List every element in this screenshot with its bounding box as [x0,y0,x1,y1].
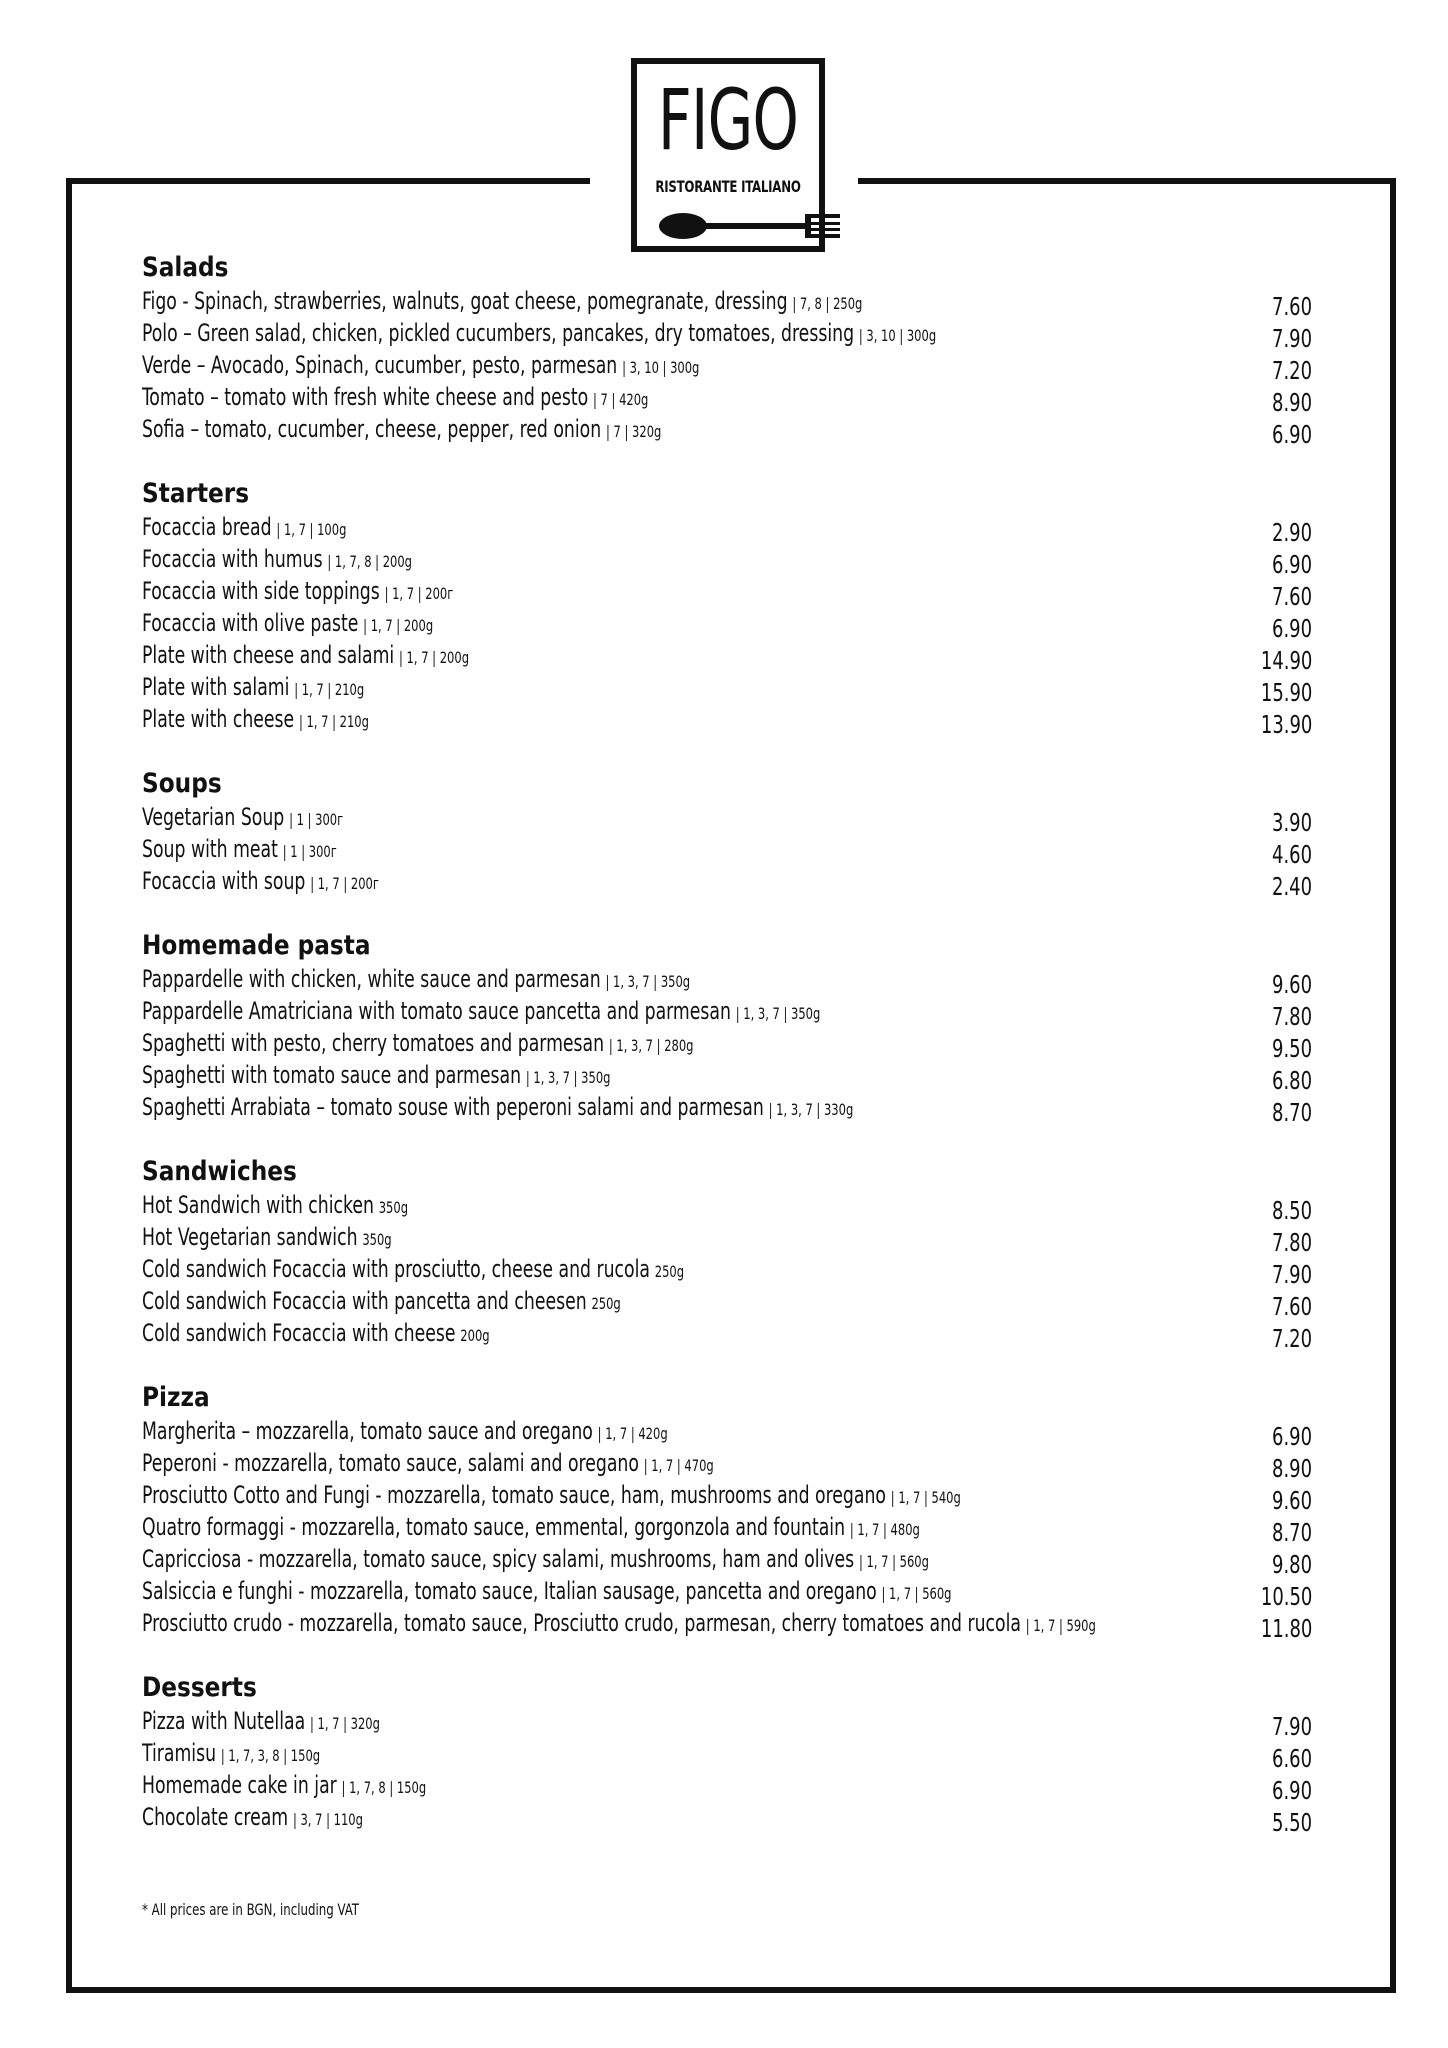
menu-item-description [142,1028,693,1061]
menu-item-name: Homemade cake in jar [142,1771,337,1799]
menu-item [142,1544,1312,1579]
menu-item-description [142,1738,320,1771]
menu-item-allergens-weight: | 1, 7, 8 | 150g [341,1778,427,1797]
menu-item-allergens-weight: | 1, 7 | 200г [384,584,454,603]
menu-item-description [142,1544,929,1577]
menu-item [142,1254,1312,1289]
menu-item-allergens-weight: | 1, 7 | 210g [298,712,369,731]
menu-item-allergens-weight: | 1, 3, 7 | 350g [735,1004,821,1023]
section-title: Soups [142,768,222,799]
menu-item-name: Capricciosa - mozzarella, tomato sauce, spicy salami, mushrooms, ham and olives [142,1545,855,1573]
menu-item-allergens-weight: | 1, 3, 7 | 350g [605,972,691,991]
menu-item-allergens-weight: 250g [591,1294,621,1313]
menu-item-allergens-weight: | 3, 10 | 300g [622,358,700,377]
menu-item-name: Focaccia with soup [142,867,306,895]
menu-item [142,544,1312,579]
menu-item [142,672,1312,707]
menu-section [142,478,1312,739]
menu-item-name: Plate with cheese [142,705,295,733]
menu-item-allergens-weight: 350g [378,1198,409,1217]
menu-item-allergens-weight: 250g [654,1262,685,1281]
menu-item-price: 6.90 [1271,550,1312,579]
menu-item-price: 11.80 [1260,1614,1312,1643]
menu-item-description [142,1254,684,1287]
menu-item-allergens-weight: | 1, 7 | 200g [399,648,470,667]
menu-item-name: Polo – Green salad, chicken, pickled cucumbers, pancakes, dry tomatoes, dressing [142,319,855,347]
menu-item-name: Cold sandwich Focaccia with pancetta and cheesen [142,1287,587,1315]
menu-item-price: 6.80 [1271,1066,1312,1095]
menu-item [142,1060,1312,1095]
menu-item-name: Focaccia with olive paste [142,609,359,637]
menu-item [142,1028,1312,1063]
menu-item-price: 2.90 [1271,518,1312,547]
menu-item-name: Pappardelle with chicken, white sauce and parmesan [142,965,601,993]
menu-item-price: 7.90 [1271,1260,1312,1289]
menu-item-allergens-weight: | 1, 7, 8 | 200g [327,552,412,571]
menu-item-allergens-weight: | 3, 10 | 300g [858,326,937,345]
menu-item-allergens-weight: | 1, 7 | 590g [1025,1616,1096,1635]
menu-item [142,1190,1312,1225]
menu-item-name: Cold sandwich Focaccia with prosciutto, cheese and rucola [142,1255,650,1283]
menu-item-price: 14.90 [1260,646,1312,675]
menu-item-description [142,1416,668,1449]
menu-item-name: Spaghetti with pesto, cherry tomatoes and parmesan [142,1029,605,1057]
menu-item-price: 8.70 [1271,1098,1312,1127]
menu-item-name: Peperoni - mozzarella, tomato sauce, salami and oregano [142,1449,639,1477]
menu-item-allergens-weight: | 7 | 420g [593,390,649,409]
section-title: Pizza [142,1382,210,1413]
menu-item-price: 7.60 [1271,292,1312,321]
menu-item-price: 6.90 [1271,1422,1312,1451]
menu-item-allergens-weight: | 1, 7 | 200g [363,616,434,635]
menu-item-price: 8.90 [1271,1454,1312,1483]
menu-item-price: 6.60 [1271,1744,1312,1773]
menu-section [142,252,1312,449]
menu-item [142,382,1312,417]
menu-item-name: Sofia – tomato, cucumber, cheese, pepper, red onion [142,415,602,443]
menu-section [142,1382,1312,1643]
menu-item-price: 7.20 [1271,356,1312,385]
logo-name: FIGO [657,71,799,169]
menu-item-price: 9.50 [1271,1034,1312,1063]
section-title: Salads [142,252,229,283]
menu-item [142,866,1312,901]
menu-item-allergens-weight: | 1, 7 | 200г [310,874,379,893]
menu-item [142,1512,1312,1547]
menu-item-description [142,672,364,705]
menu-item-description [142,964,690,997]
menu-item-description [142,1190,408,1223]
menu-item [142,1576,1312,1611]
menu-item-allergens-weight: | 1, 7 | 540g [890,1488,961,1507]
menu-item-allergens-weight: | 1, 7 | 560g [881,1584,952,1603]
menu-item-price: 6.90 [1271,420,1312,449]
menu-item-price: 7.80 [1271,1228,1312,1257]
menu-item-description [142,382,648,415]
menu-item-name: Focaccia with humus [142,545,323,573]
menu-item-description [142,1092,853,1125]
menu-item-price: 9.80 [1271,1550,1312,1579]
menu-item-description [142,1576,952,1609]
menu-item-price: 3.90 [1271,808,1312,837]
menu-item-name: Spaghetti with tomato sauce and parmesan [142,1061,522,1089]
menu-item-price: 6.90 [1271,1776,1312,1805]
menu-item-name: Chocolate cream [142,1803,289,1831]
menu-item-name: Pappardelle Amatriciana with tomato sauce pancetta and parmesan [142,997,731,1025]
menu-item-price: 7.90 [1271,324,1312,353]
menu-item [142,964,1312,999]
menu-item-price: 10.50 [1260,1582,1312,1611]
menu-item [142,1092,1312,1127]
section-title: Homemade pasta [142,930,371,961]
menu-item-name: Salsiccia e funghi - mozzarella, tomato sauce, Italian sausage, pancetta and oregano [142,1577,877,1605]
menu-item-description [142,802,343,835]
section-title: Sandwiches [142,1156,297,1187]
menu-section [142,768,1312,901]
menu-item-description [142,1448,714,1481]
menu-item-name: Verde – Avocado, Spinach, cucumber, pesto, parmesan [142,351,618,379]
menu-item-description [142,996,820,1029]
menu-item-name: Margherita – mozzarella, tomato sauce and oregano [142,1417,593,1445]
menu-item-description [142,544,412,577]
menu-item-description [142,1770,426,1803]
menu-item-name: Plate with cheese and salami [142,641,395,669]
menu-item-name: Prosciutto Cotto and Fungi - mozzarella, tomato sauce, ham, mushrooms and oregano [142,1481,886,1509]
menu-item-price: 7.80 [1271,1002,1312,1031]
menu-item-description [142,608,433,641]
menu-item-price: 9.60 [1271,1486,1312,1515]
menu-item-description [142,1222,392,1255]
menu-item-allergens-weight: | 1, 7, 3, 8 | 150g [220,1746,321,1765]
menu-item [142,318,1312,353]
menu-item-name: Pizza with Nutellaa [142,1707,306,1735]
menu-item-allergens-weight: | 7 | 320g [605,422,662,441]
menu-item [142,1286,1312,1321]
menu-section [142,1672,1312,1837]
menu-item-price: 7.60 [1271,582,1312,611]
menu-item [142,1706,1312,1741]
menu-item-price: 9.60 [1271,970,1312,999]
menu-item [142,350,1312,385]
menu-item-allergens-weight: | 1 | 300г [289,810,344,829]
menu-item-description [142,1608,1096,1641]
menu-item-price: 13.90 [1260,710,1312,739]
menu-item-name: Figo - Spinach, strawberries, walnuts, goat cheese, pomegranate, dressing [142,287,788,315]
menu-content [142,252,1312,1866]
menu-item [142,704,1312,739]
menu-item-price: 15.90 [1260,678,1312,707]
menu-item-name: Tiramisu [142,1739,217,1767]
spoon-fork-icon [655,204,840,248]
price-footnote: * All prices are in BGN, including VAT [142,1900,359,1919]
menu-item [142,414,1312,449]
menu-item-name: Hot Vegetarian sandwich [142,1223,358,1251]
menu-item-description [142,512,346,545]
menu-item-allergens-weight: | 1, 3, 7 | 280g [608,1036,694,1055]
menu-item-allergens-weight: | 1, 7 | 420g [597,1424,668,1443]
menu-item-allergens-weight: | 1, 3, 7 | 350g [525,1068,611,1087]
menu-item [142,1416,1312,1451]
menu-item-price: 4.60 [1271,840,1312,869]
menu-item-allergens-weight: 350g [362,1230,392,1249]
menu-section [142,930,1312,1127]
menu-item-allergens-weight: | 3, 7 | 110g [292,1810,363,1829]
menu-item-price: 7.90 [1271,1712,1312,1741]
restaurant-logo [631,58,825,252]
menu-item-description [142,318,936,351]
menu-item [142,286,1312,321]
menu-item [142,1448,1312,1483]
menu-item-price: 7.60 [1271,1292,1312,1321]
menu-item [142,1770,1312,1805]
menu-item-description [142,1706,380,1739]
menu-item-allergens-weight: 200g [460,1326,490,1345]
logo-subtitle: RISTORANTE ITALIANO [655,177,801,196]
menu-item-name: Soup with meat [142,835,278,863]
menu-item-price: 6.90 [1271,614,1312,643]
menu-item [142,996,1312,1031]
menu-item [142,1738,1312,1773]
section-title: Starters [142,478,250,509]
menu-item-description [142,414,661,447]
menu-item-price: 8.90 [1271,388,1312,417]
menu-item [142,576,1312,611]
menu-item-description [142,866,379,899]
menu-item-name: Focaccia bread [142,513,272,541]
menu-item [142,834,1312,869]
menu-item-allergens-weight: | 1 | 300г [282,842,337,861]
menu-item-name: Cold sandwich Focaccia with cheese [142,1319,456,1347]
menu-item-allergens-weight: | 1, 7 | 480g [849,1520,920,1539]
menu-item-allergens-weight: | 1, 7 | 210g [294,680,365,699]
menu-item-name: Focaccia with side toppings [142,577,380,605]
menu-item-description [142,1480,961,1513]
menu-item-description [142,1512,920,1545]
menu-item-description [142,286,862,319]
menu-item-name: Quatro formaggi - mozzarella, tomato sauce, emmental, gorgonzola and fountain [142,1513,846,1541]
menu-item-description [142,1802,363,1835]
menu-item-name: Prosciutto crudo - mozzarella, tomato sauce, Prosciutto crudo, parmesan, cherry tomatoes and rucola [142,1609,1021,1637]
menu-item [142,1318,1312,1353]
menu-item-price: 8.70 [1271,1518,1312,1547]
menu-item-allergens-weight: | 1, 3, 7 | 330g [768,1100,854,1119]
menu-item-price: 5.50 [1271,1808,1312,1837]
menu-item-name: Plate with salami [142,673,290,701]
menu-item-allergens-weight: | 1, 7 | 560g [858,1552,929,1571]
menu-item [142,802,1312,837]
menu-item-description [142,350,699,383]
menu-item-description [142,834,337,867]
menu-item [142,1608,1312,1643]
menu-item-allergens-weight: | 1, 7 | 100g [276,520,347,539]
menu-item-description [142,1286,621,1319]
menu-item-name: Tomato – tomato with fresh white cheese and pesto [142,383,589,411]
menu-item [142,512,1312,547]
menu-item-description [142,576,453,609]
menu-item [142,1480,1312,1515]
menu-item-description [142,640,469,673]
section-title: Desserts [142,1672,257,1703]
menu-item-allergens-weight: | 1, 7 | 320g [309,1714,380,1733]
menu-item-name: Hot Sandwich with chicken [142,1191,374,1219]
menu-item-description [142,704,369,737]
menu-item-allergens-weight: | 7, 8 | 250g [792,294,863,313]
menu-item [142,1802,1312,1837]
menu-item-description [142,1060,610,1093]
menu-item-description [142,1318,490,1351]
menu-item-price: 8.50 [1271,1196,1312,1225]
menu-item [142,1222,1312,1257]
menu-item-price: 7.20 [1271,1324,1312,1353]
menu-item-price: 2.40 [1271,872,1312,901]
menu-item [142,608,1312,643]
menu-item-name: Vegetarian Soup [142,803,285,831]
menu-section [142,1156,1312,1353]
menu-item [142,640,1312,675]
menu-item-name: Spaghetti Arrabiata – tomato souse with peperoni salami and parmesan [142,1093,764,1121]
menu-item-allergens-weight: | 1, 7 | 470g [643,1456,714,1475]
